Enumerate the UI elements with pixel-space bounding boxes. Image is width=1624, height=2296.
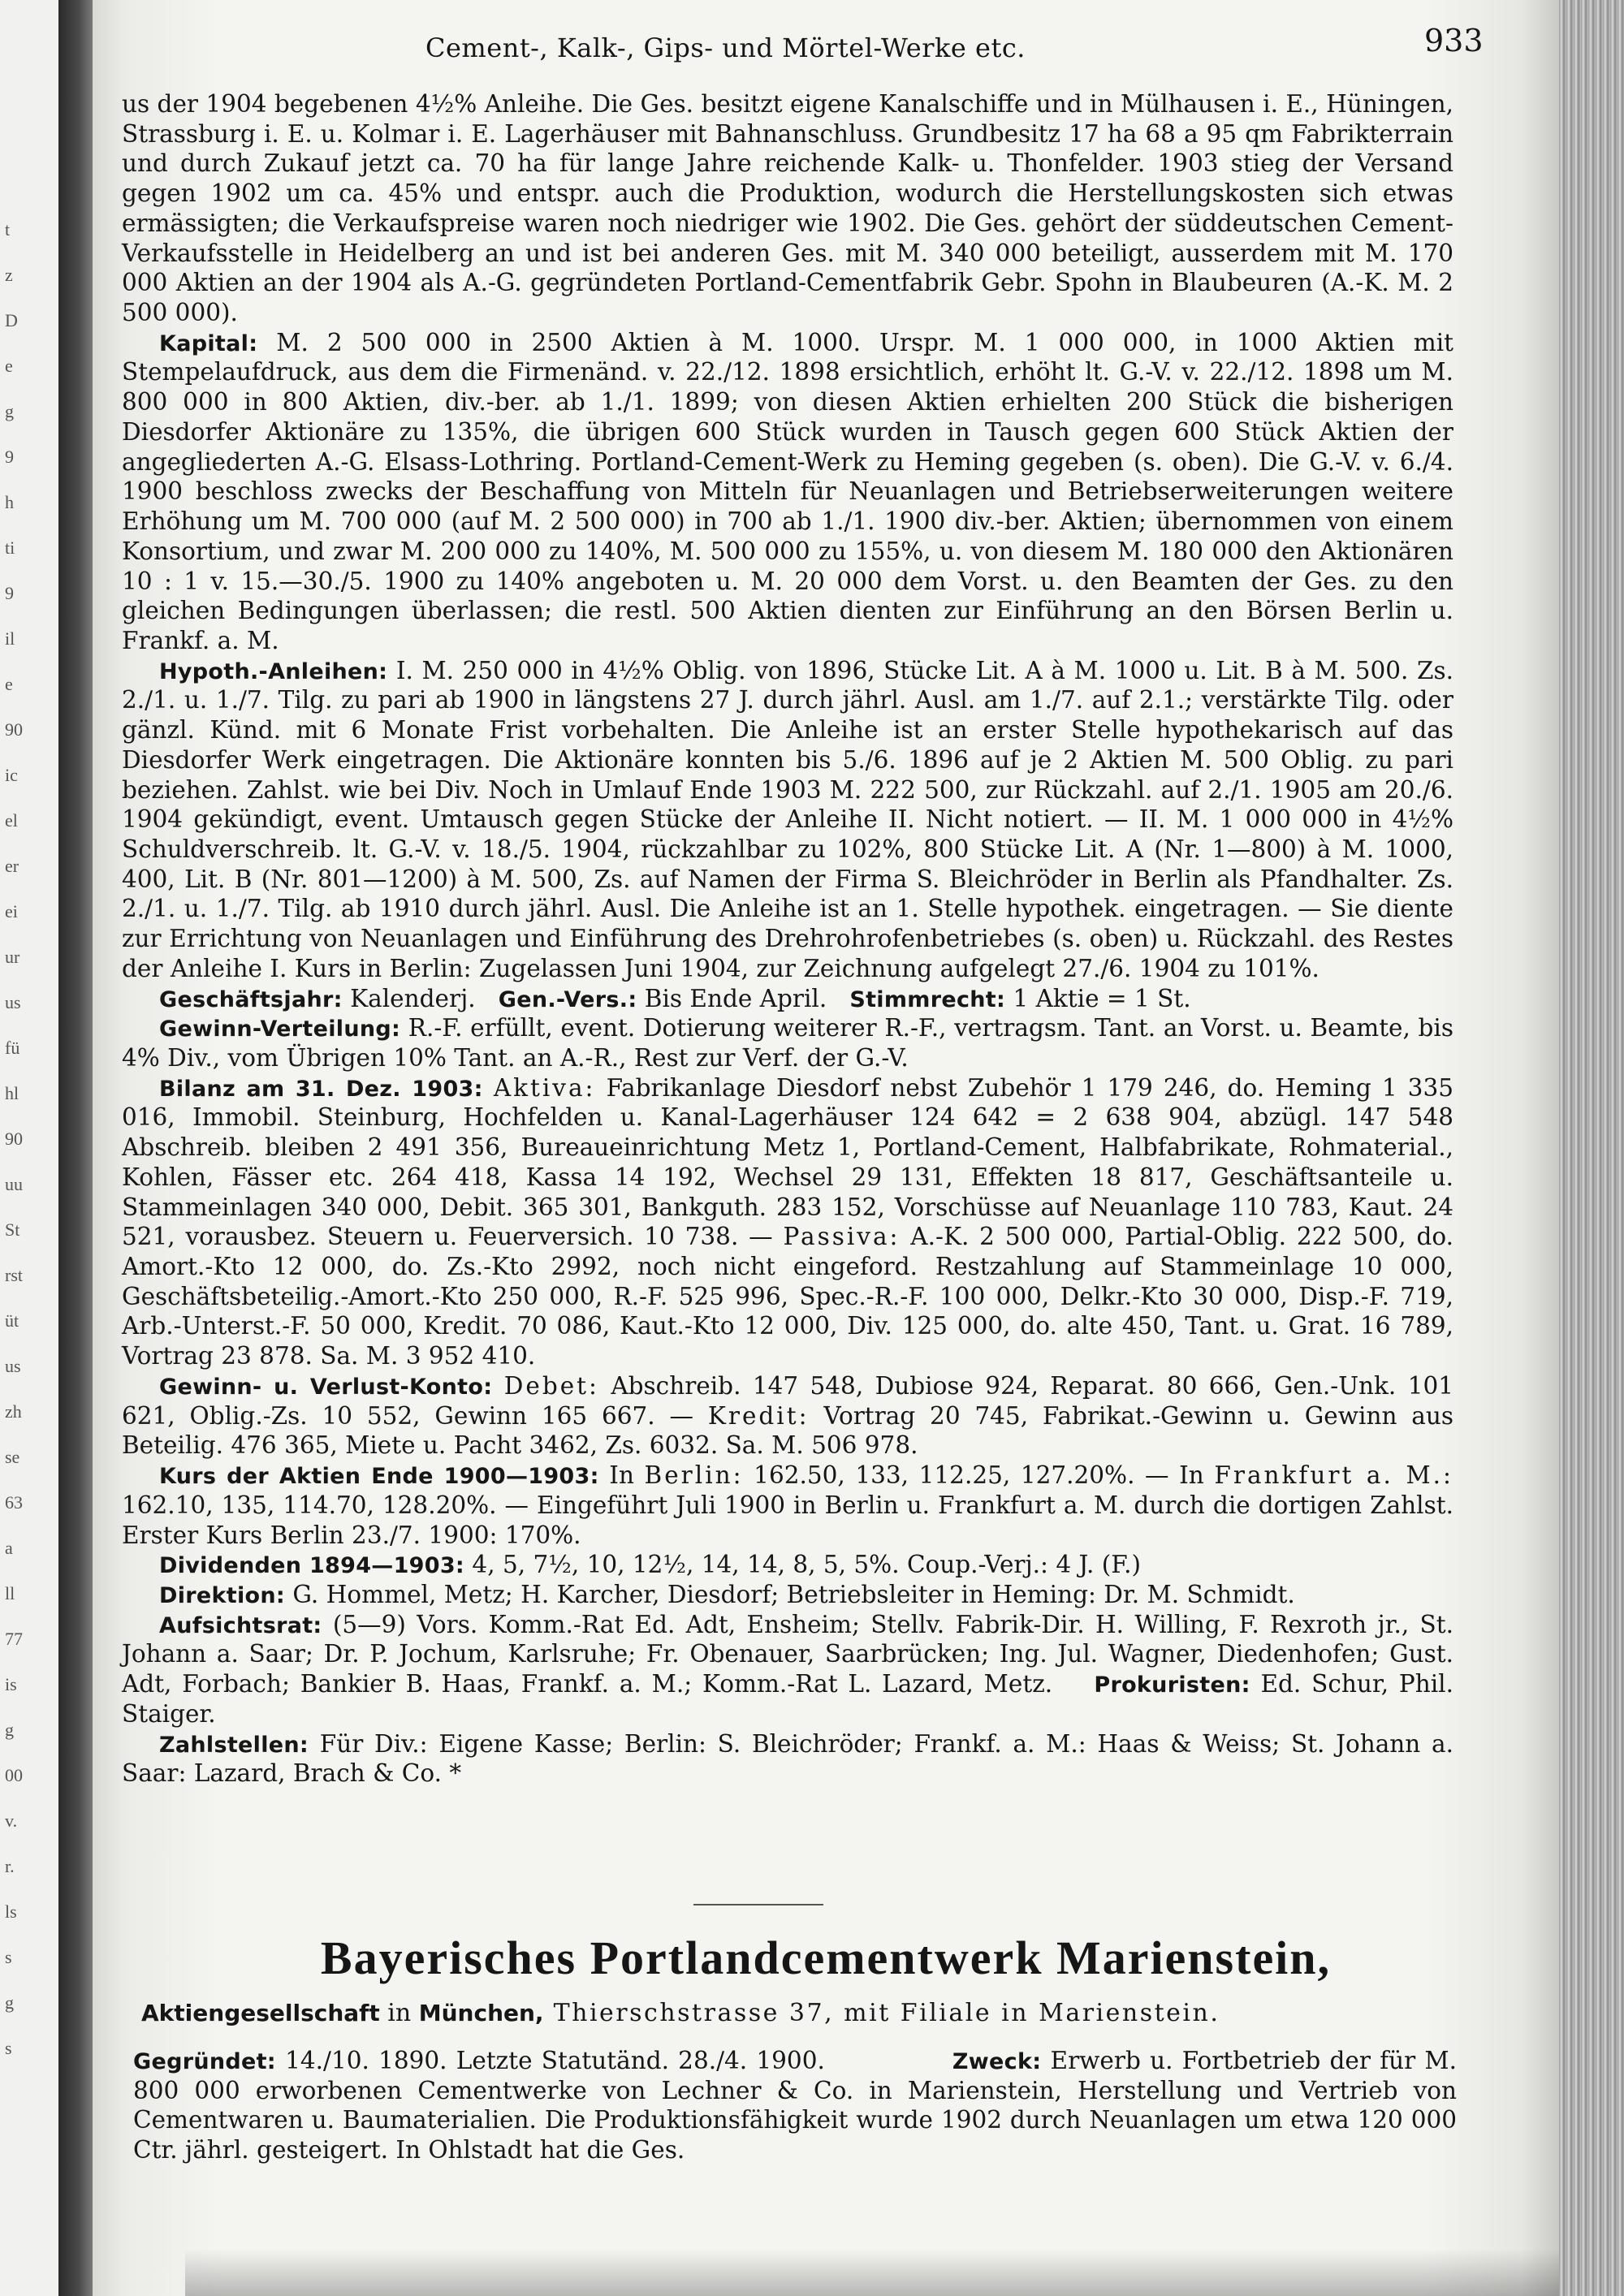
- section-bilanz: [122, 1073, 1453, 1371]
- section-label: Kurs der Aktien Ende 1900—1903:: [159, 1464, 599, 1490]
- continuation-paragraph: us der 1904 begebenen 4½% Anleihe. Die Ges. besitzt eigene Kanalschiffe und in Mülhausen i. E., Hüningen, Strassburg i. E. u. Kolmar i. E. Lagerhäuser mit Bahnanschluss. Grundbesitz 17 ha 68 a 95 qm Fabrikterrain und durch Zukauf jetzt ca. 70 ha für lange Jahre reichende Kalk- u. Thonfelder. 1903 stieg der Versand gegen 1902 um ca. 45% und entspr. auch die Produktion, wodurch die Herstellungskosten sich etwas ermässigten; die Verkaufspreise waren noch niedriger wie 1902. Die Ges. gehört der süddeutschen Cement-Verkaufsstelle in Heidelberg an und ist bei anderen Ges. mit M. 340 000 beteiligt, ausserdem mit M. 170 000 Aktien an der 1904 als A.-G. gegründeten Portland-Cementfabrik Gebr. Spohn in Blaubeuren (A.-K. M. 2 500 000).: [122, 90, 1453, 327]
- section-gewinn-verteilung: [122, 1013, 1453, 1072]
- adjacent-page-fragment: 9: [5, 583, 14, 603]
- section-label: Bilanz am 31. Dez. 1903:: [159, 1076, 483, 1102]
- section-gewinn-verlust: [122, 1371, 1453, 1461]
- section-dividenden: [122, 1550, 1453, 1580]
- section-text: G. Hommel, Metz; H. Karcher, Diesdorf; Betriebsleiter in Heming: Dr. M. Schmidt.: [284, 1580, 1295, 1608]
- company-city: München,: [418, 2000, 544, 2026]
- adjacent-page-fragment: g: [5, 401, 14, 421]
- section-text: Fabrikanlage Diesdorf nebst Zubehör 1 179 246, do. Heming 1 335 016, Immobil. Steinburg, Hochfelden u. Kanal-Lagerhäuser 124 642 = 2 638 904, abzügl. 147 548 Abschreib. bleiben 2 491 356, Bureaueinrichtung Metz 1, Portland-Cement, Halbfabrikate, Rohmaterial., Kohlen, Fässer etc. 264 418, Kassa 14 192, Wechsel 29 131, Effekten 18 817, Geschäftsanteile u. Stammeinlagen 340 000, Debit. 365 301, Bankguth. 283 152, Vorschüsse auf Neuanlage 110 783, Kaut. 24 521, vorausbez. Steuern u. Feuerversich. 10 738. —: [122, 1073, 1453, 1251]
- section-text: I. M. 250 000 in 4½% Oblig. von 1896, Stücke Lit. A à M. 1000 u. Lit. B à M. 500. Zs. 2./1. u. 1./7. Tilg. zu pari ab 1900 in längstens 27 J. durch jährl. Ausl. am 1./7. auf 2.1.; verstärkte Tilg. oder gänzl. Künd. mit 6 Monate Frist vorbehalten. Die Anleihe ist an erster Stelle hypothekarisch auf das Diesdorfer Werk eingetragen. Die Aktionäre konnten bis 5./6. 1896 auf je 2 Aktien M. 500 Oblig. zu pari beziehen. Zahlst. wie bei Div. Noch in Umlauf Ende 1903 M. 222 500, zur Rückzahl. auf 2./1. 1905 am 20./6. 1904 gekündigt, event. Umtausch gegen Stücke der Anleihe II. Nicht notiert. — II. M. 1 000 000 in 4½% Schuldverschreib. lt. G.-V. v. 18./5. 1904, rückzahlbar zu 102%, 800 Stücke Lit. A (Nr. 1—800) à M. 1000, 400, Lit. B (Nr. 801—1200) à M. 500, Zs. auf Namen der Firma S. Bleichröder in Berlin als Pfandhalter. Zs. 2./1. u. 1./7. Tilg. ab 1910 durch jährl. Ausl. Die Anleihe ist an 1. Stelle hypothek. eingetragen. — Sie diente zur Errichtung von Neuanlagen und Einführung des Drehrohrofenbetriebes (s. oben) u. Rückzahl. des Restes der Anleihe I. Kurs in Berlin: Zugelassen Juni 1904, zur Zeichnung aufgelegt 27./6. 1904 zu 101%.: [122, 656, 1453, 982]
- section-aufsichtsrat: [122, 1610, 1453, 1729]
- passiva-label: Passiva:: [783, 1223, 901, 1251]
- frankfurt-label: Frankfurt a. M.:: [1214, 1461, 1453, 1490]
- section-text: 4, 5, 7½, 10, 12½, 14, 14, 8, 5, 5%. Coup.-Verj.: 4 J. (F.): [464, 1551, 1142, 1579]
- section-text: A.-K. 2 500 000, Partial-Oblig. 222 500, do. Amort.-Kto 12 000, do. Zs.-Kto 2992, noch nicht eingeford. Restzahlung auf Stammeinlage 10 000, Geschäftsbeteilig.-Amort.-Kto 250 000, R.-F. 525 996, Spec.-R.-F. 100 000, Delkr.-Kto 30 000, Disp.-F. 719, Arb.-Unterst.-F. 50 000, Kredit. 70 086, Kaut.-Kto 12 000, Div. 125 000, do. alte 450, Tant. u. Grat. 16 789, Vortrag 23 878. Sa. M. 3 952 410.: [122, 1223, 1453, 1370]
- adjacent-page-fragment: ic: [5, 765, 18, 785]
- adjacent-page-fragment: St: [5, 1219, 20, 1240]
- adjacent-page-fragment: fü: [5, 1038, 20, 1058]
- subline-in: in: [379, 1999, 419, 2027]
- section-text: In: [598, 1461, 634, 1490]
- company-entry-continued: [122, 89, 1453, 1789]
- adjacent-page-fragment: el: [5, 810, 18, 831]
- company-subheading: [141, 1999, 1457, 2027]
- adjacent-page-fragment: rst: [5, 1265, 23, 1285]
- adjacent-page-fragment: is: [5, 1674, 17, 1694]
- adjacent-page-fragment: s: [5, 1947, 12, 1967]
- adjacent-page-fragment: se: [5, 1447, 20, 1467]
- section-direktion: [122, 1580, 1453, 1610]
- company-form: Aktiengesellschaft: [141, 2000, 380, 2026]
- adjacent-page-fragment: üt: [5, 1310, 19, 1331]
- section-text: 162.10, 135, 114.70, 128.20%. — Eingeführt Juli 1900 in Berlin u. Frankfurt a. M. durch die dortigen Zahlst. Erster Kurs Berlin 23./7. 1900: 170%.: [122, 1491, 1453, 1549]
- section-label: Zahlstellen:: [159, 1732, 309, 1758]
- section-zahlstellen: [122, 1729, 1453, 1789]
- section-kapital: [122, 328, 1453, 656]
- section-text: (5—9) Vors. Komm.-Rat Ed. Adt, Ensheim; Stellv. Fabrik-Dir. H. Willing, F. Rexroth jr., St. Johann a. Saar; Dr. P. Jochum, Karlsruhe; Fr. Obenauer, Saarbrücken; Ing. Jul. Wagner, Diedenhofen; Gust. Adt, Forbach; Bankier B. Haas, Frankf. a. M.; Komm.-Rat L. Lazard, Metz.: [122, 1610, 1453, 1698]
- section-text: Kalenderj.: [342, 984, 476, 1012]
- adjacent-page-fragment: ti: [5, 537, 15, 558]
- section-text: M. 2 500 000 in 2500 Aktien à M. 1000. Urspr. M. 1 000 000, in 1000 Aktien mit Stempelaufdruck, aus dem die Firmenänd. v. 22./12. 1898 ersichtlich, erhöht lt. G.-V. v. 22./12. 1898 um M. 800 000 in 800 Aktien, div.-ber. ab 1./1. 1899; von diesen Aktien erhielten 200 Stück die bisherigen Diesdorfer Aktionäre zu 135%, die übrigen 600 Stück wurden in Tausch gegen 600 Stück Aktien der angegliederten A.-G. Elsass-Lothring. Portland-Cement-Werk zu Heming gegeben (s. oben). Die G.-V. v. 6./4. 1900 beschloss zwecks der Beschaffung von Mitteln für Neuanlagen und Betriebserweiterungen weitere Erhöhung um M. 700 000 (auf M. 2 500 000) in 700 ab 1./1. 1900 div.-ber. Aktien; übernommen von einem Konsortium, und zwar M. 200 000 zu 140%, M. 500 000 zu 155%, u. von diesem M. 180 000 den Aktionären 10 : 1 v. 15.—30./5. 1900 zu 140% angeboten u. M. 20 000 dem Vorst. u. den Beamten der Ges. zu den gleichen Bedingungen überlassen; die restl. 500 Aktien dienten zur Einführung an den Börsen Berlin u. Frankf. a. M.: [122, 328, 1453, 654]
- adjacent-page-fragment: 90: [5, 1129, 23, 1149]
- adjacent-page-fragment: v.: [5, 1810, 18, 1831]
- berlin-label: Berlin:: [644, 1461, 744, 1490]
- section-text: R.-F. erfüllt, event. Dotierung weiterer R.-F., vertragsm. Tant. an Vorst. u. Beamte, bis 4% Div., vom Übrigen 10% Tant. an A.-R., Rest zur Verf. der G.-V.: [122, 1014, 1453, 1072]
- section-label: Gewinn- u. Verlust-Konto:: [159, 1374, 493, 1400]
- section-hypoth-anleihen: [122, 656, 1453, 984]
- section-text: Erwerb u. Fortbetrieb der für M. 800 000 erworbenen Cementwerke von Lechner & Co. in Marienstein, Herstellung und Vertrieb von Cementwaren u. Baumaterialien. Die Produktionsfähigkeit wurde 1902 durch Neuanlagen um etwa 120 000 Ctr. jährl. gesteigert. In Ohlstadt hat die Ges.: [133, 2047, 1458, 2164]
- page-stack-edge: [1559, 0, 1624, 2296]
- company-address: Thierschstrasse 37, mit Filiale in Marienstein.: [543, 1999, 1220, 2027]
- adjacent-page-fragment: s: [5, 2038, 12, 2058]
- section-text: 1 Aktie = 1 St.: [1005, 984, 1191, 1012]
- adjacent-page-strip: [0, 0, 58, 2296]
- adjacent-page-fragment: ll: [5, 1583, 15, 1603]
- book-binding-shadow: [58, 0, 93, 2296]
- adjacent-page-fragment: ei: [5, 901, 18, 921]
- section-text: Bis Ende April.: [637, 984, 827, 1012]
- section-label: Hypoth.-Anleihen:: [159, 658, 388, 684]
- running-title: Cement-, Kalk-, Gips- und Mörtel-Werke etc.: [425, 32, 1026, 63]
- section-gegruendet: [133, 2046, 1457, 2165]
- adjacent-page-fragment: zh: [5, 1401, 22, 1422]
- section-label: Kapital:: [159, 330, 258, 356]
- section-label: Stimmrecht:: [849, 986, 1006, 1012]
- adjacent-page-fragment: us: [5, 1356, 21, 1376]
- adjacent-page-fragment: 9: [5, 447, 14, 467]
- adjacent-page-fragment: uu: [5, 1174, 23, 1194]
- section-text: 14./10. 1890. Letzte Statutänd. 28./4. 1900.: [275, 2047, 825, 2074]
- section-text: Für Div.: Eigene Kasse; Berlin: S. Bleichröder; Frankf. a. M.: Haas & Weiss; St. Johann a. Saar: Lazard, Brach & Co. *: [122, 1729, 1453, 1788]
- adjacent-page-fragment: us: [5, 992, 21, 1012]
- adjacent-page-fragment: er: [5, 856, 19, 876]
- adjacent-page-fragment: z: [5, 265, 13, 285]
- kredit-label: Kredit:: [707, 1401, 810, 1430]
- section-text: 162.50, 133, 112.25, 127.20%. — In: [743, 1461, 1204, 1490]
- adjacent-page-fragment: hl: [5, 1083, 19, 1103]
- adjacent-page-fragment: g: [5, 1720, 14, 1740]
- adjacent-page-fragment: 00: [5, 1765, 23, 1785]
- section-label: Dividenden 1894—1903:: [159, 1553, 465, 1579]
- section-label: Gegründet:: [133, 2049, 276, 2074]
- adjacent-page-fragment: ur: [5, 947, 20, 967]
- section-label: Direktion:: [159, 1582, 285, 1608]
- adjacent-page-fragment: h: [5, 492, 14, 512]
- adjacent-page-fragment: 77: [5, 1629, 23, 1649]
- section-label: Gen.-Vers.:: [498, 986, 637, 1012]
- adjacent-page-fragment: e: [5, 356, 13, 376]
- section-text: Ed. Schur, Phil. Staiger.: [122, 1670, 1453, 1728]
- adjacent-page-fragment: a: [5, 1538, 13, 1558]
- entry-separator-rule: [693, 1904, 823, 1905]
- adjacent-page-fragment: 90: [5, 719, 23, 740]
- section-label: Zweck:: [952, 2049, 1042, 2074]
- adjacent-page-fragment: r.: [5, 1856, 15, 1876]
- section-label: Gewinn-Verteilung:: [159, 1016, 401, 1042]
- section-geschaeftsjahr: [122, 984, 1453, 1014]
- adjacent-page-fragment: il: [5, 628, 15, 649]
- section-text: Abschreib. 147 548, Dubiose 924, Reparat. 80 666, Gen.-Unk. 101 621, Oblig.-Zs. 10 552, Gewinn 165 667. —: [122, 1371, 1453, 1430]
- document-page: [93, 0, 1559, 2296]
- section-label: Aufsichtsrat:: [159, 1612, 322, 1638]
- adjacent-page-fragment: e: [5, 674, 13, 694]
- section-text: Vortrag 20 745, Fabrikat.-Gewinn u. Gewinn aus Beteilig. 476 365, Miete u. Pacht 3462, Zs. 6032. Sa. M. 506 978.: [122, 1401, 1453, 1460]
- section-kurs: [122, 1461, 1453, 1550]
- page-number: 933: [1424, 23, 1484, 58]
- section-label: Geschäftsjahr:: [159, 986, 343, 1012]
- adjacent-page-fragment: ls: [5, 1901, 17, 1922]
- adjacent-page-fragment: D: [5, 310, 18, 330]
- adjacent-page-fragment: g: [5, 1992, 14, 2013]
- section-label: Prokuristen:: [1094, 1672, 1250, 1698]
- aktiva-label: Aktiva:: [493, 1073, 596, 1102]
- company-entry-new: [133, 2046, 1457, 2165]
- debet-label: Debet:: [503, 1371, 599, 1400]
- adjacent-page-fragment: 63: [5, 1492, 23, 1513]
- company-heading: Bayerisches Portlandcementwerk Marienstein,: [320, 1931, 1332, 1984]
- adjacent-page-fragment: t: [5, 219, 11, 240]
- page-bottom-shadow: [185, 2249, 1559, 2296]
